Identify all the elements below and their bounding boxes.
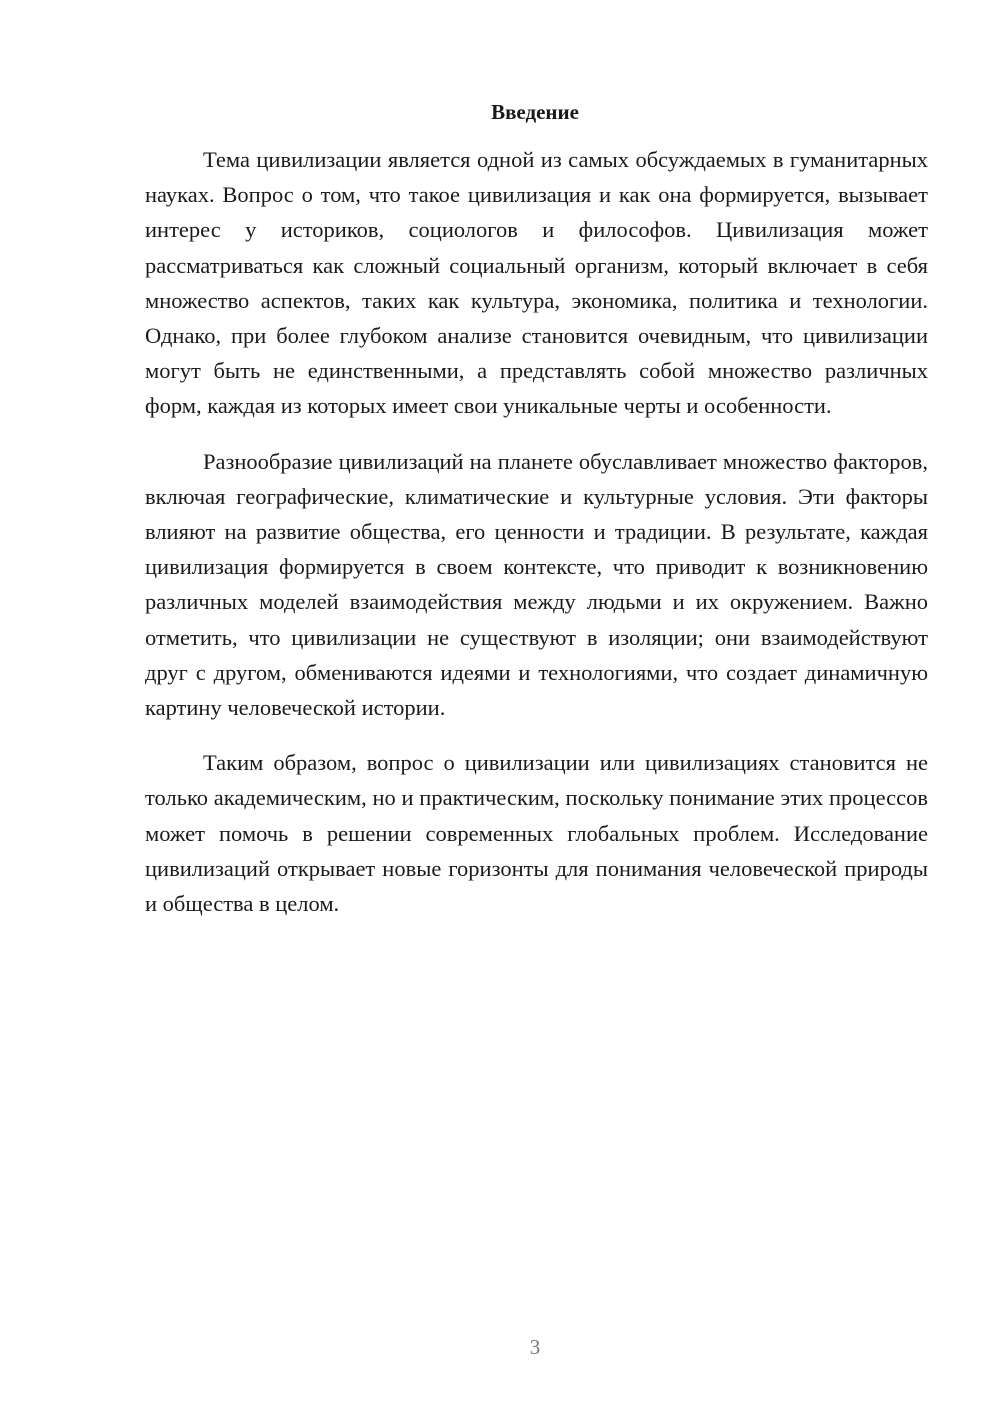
- paragraph-2: Разнообразие цивилизаций на планете обуславливает множество факторов, включая географические, климатические и культурные условия. Эти факторы влияют на развитие общества, его ценности и традиции. В результате, каждая цивилизация формируется в своем контексте, что приводит к возникновению различных моделей взаимодействия между людьми и их окружением. Важно отметить, что цивилизации не существуют в изоляции; они взаимодействуют друг с другом, обмениваются идеями и технологиями, что создает динамичную картину человеческой истории.: [145, 448, 928, 721]
- paragraph-1: Тема цивилизации является одной из самых обсуждаемых в гуманитарных науках. Вопрос о том, что такое цивилизация и как она формируется, вызывает интерес у историков, социологов и философов. Цивилизация может рассматриваться как сложный социальный организм, который включает в себя множество аспектов, таких как культура, экономика, политика и технологии. Однако, при более глубоком анализе становится очевидным, что цивилизации могут быть не единственными, а представлять собой множество различных форм, каждая из которых имеет свои уникальные черты и особенности.: [145, 147, 928, 419]
- paragraph-3: Таким образом, вопрос о цивилизации или цивилизациях становится не только академическим, но и практическим, поскольку понимание этих процессов может помочь в решении современных глобальных проблем. Исследование цивилизаций открывает новые горизонты для понимания человеческой природы и общества в целом.: [145, 750, 928, 917]
- page-number: 3: [529, 1335, 541, 1359]
- body-text: [145, 142, 928, 941]
- section-title: Введение: [491, 100, 579, 124]
